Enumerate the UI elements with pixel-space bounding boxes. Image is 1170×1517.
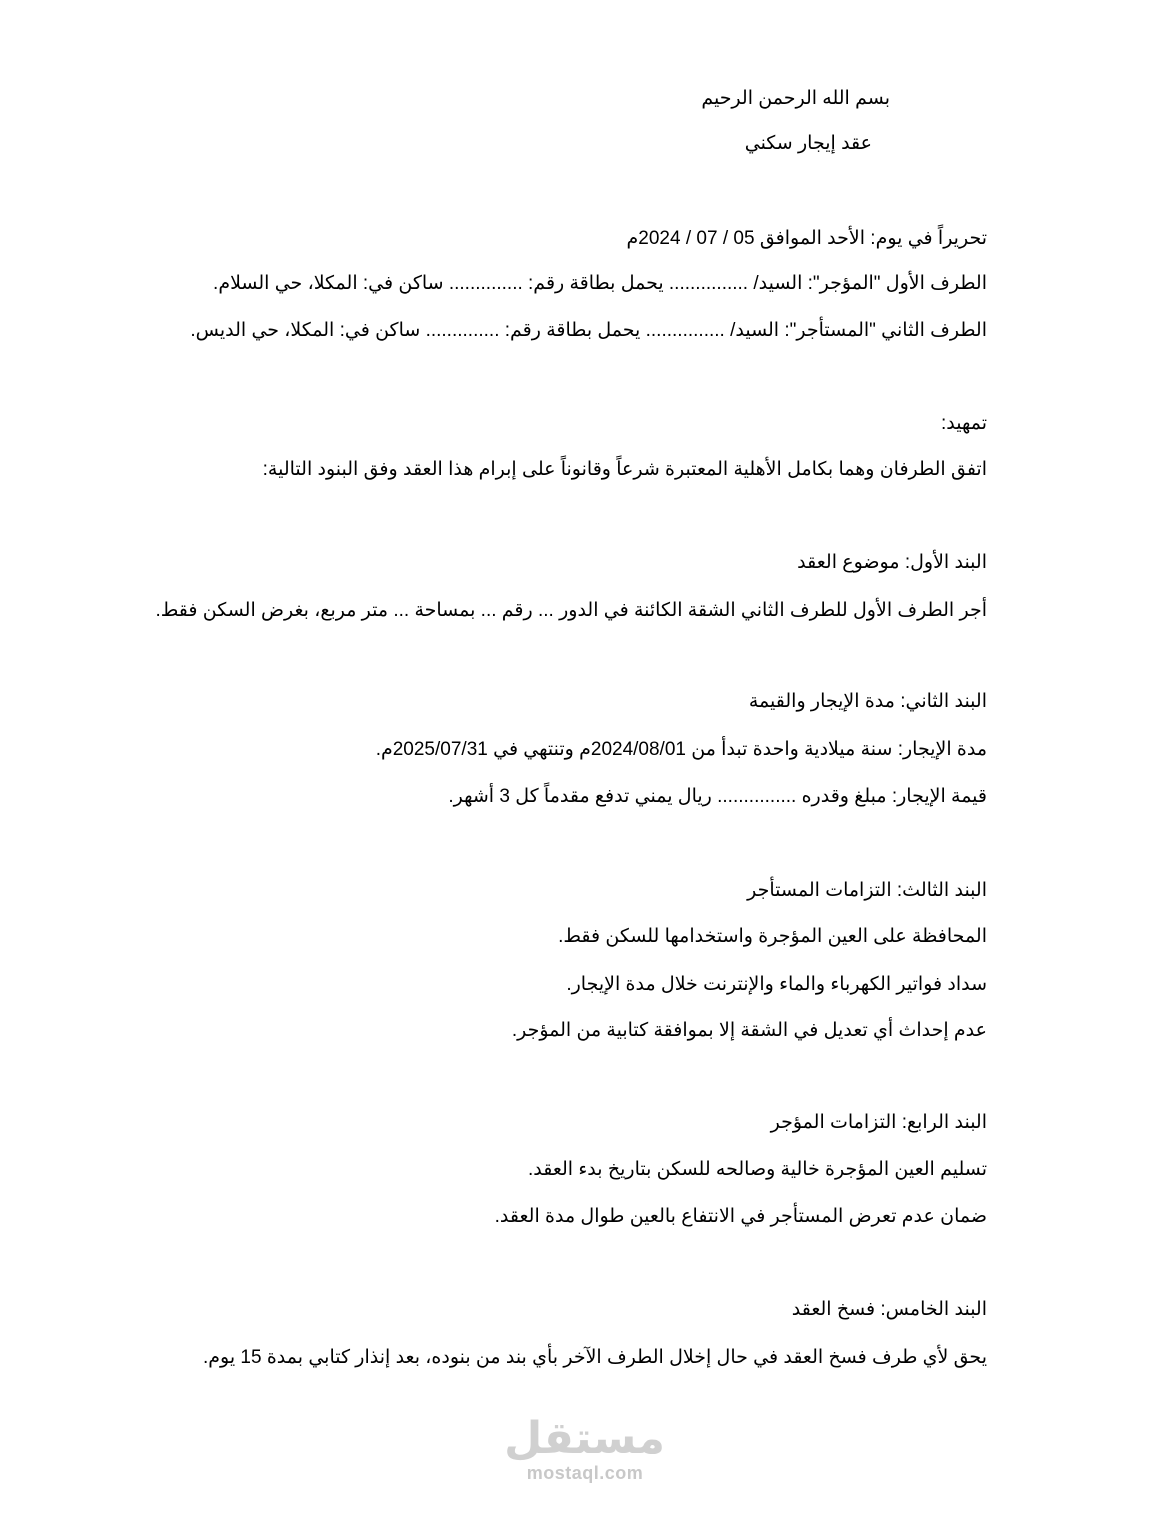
first-party: الطرف الأول "المؤجر": السيد/ ............... يحمل بطاقة رقم: .............. ساكن في: المكلا، حي السلام. [213, 273, 987, 294]
clause-3-line-3: عدم إحداث أي تعديل في الشقة إلا بموافقة كتابية من المؤجر. [511, 1020, 987, 1041]
basmala: بسم الله الرحمن الرحيم [701, 88, 890, 109]
clause-4-line-1: تسليم العين المؤجرة خالية وصالحه للسكن بتاريخ بدء العقد. [527, 1159, 987, 1180]
second-party: الطرف الثاني "المستأجر": السيد/ ............... يحمل بطاقة رقم: .............. ساكن في: المكلا، حي الديس. [190, 320, 987, 341]
watermark-url: mostaql.com [526, 1463, 644, 1483]
document-title: عقد إيجار سكني [744, 133, 872, 154]
watermark-logo: مستقل [504, 1413, 665, 1464]
clause-4-line-2: ضمان عدم تعرض المستأجر في الانتفاع بالعين طوال مدة العقد. [494, 1206, 987, 1227]
mostaql-watermark [505, 1415, 665, 1483]
date-line: تحريراً في يوم: الأحد الموافق 05 / 07 / 2024م [626, 228, 987, 249]
clause-1-heading: البند الأول: موضوع العقد [797, 552, 987, 573]
preamble-heading: تمهيد: [940, 413, 987, 434]
clause-2-line-2: قيمة الإيجار: مبلغ وقدره ............... ريال يمني تدفع مقدماً كل 3 أشهر. [448, 786, 987, 807]
clause-2-line-1: مدة الإيجار: سنة ميلادية واحدة تبدأ من 2024/08/01م وتنتهي في 2025/07/31م. [375, 739, 987, 760]
clause-3-line-1: المحافظة على العين المؤجرة واستخدامها للسكن فقط. [558, 926, 987, 947]
clause-4-heading: البند الرابع: التزامات المؤجر [770, 1112, 987, 1133]
clause-5-heading: البند الخامس: فسخ العقد [791, 1299, 987, 1320]
clause-5-line-1: يحق لأي طرف فسخ العقد في حال إخلال الطرف الآخر بأي بند من بنوده، بعد إنذار كتابي بمدة 15 يوم. [202, 1347, 987, 1368]
clause-1-line-1: أجر الطرف الأول للطرف الثاني الشقة الكائنة في الدور ... رقم ... بمساحة ... متر مربع، بغرض السكن فقط. [155, 600, 987, 621]
clause-2-heading: البند الثاني: مدة الإيجار والقيمة [748, 691, 987, 712]
clause-3-line-2: سداد فواتير الكهرباء والماء والإنترنت خلال مدة الإيجار. [566, 974, 987, 995]
preamble-text: اتفق الطرفان وهما بكامل الأهلية المعتبرة شرعاً وقانوناً على إبرام هذا العقد وفق البنود التالية: [262, 459, 987, 480]
clause-3-heading: البند الثالث: التزامات المستأجر [747, 880, 987, 901]
